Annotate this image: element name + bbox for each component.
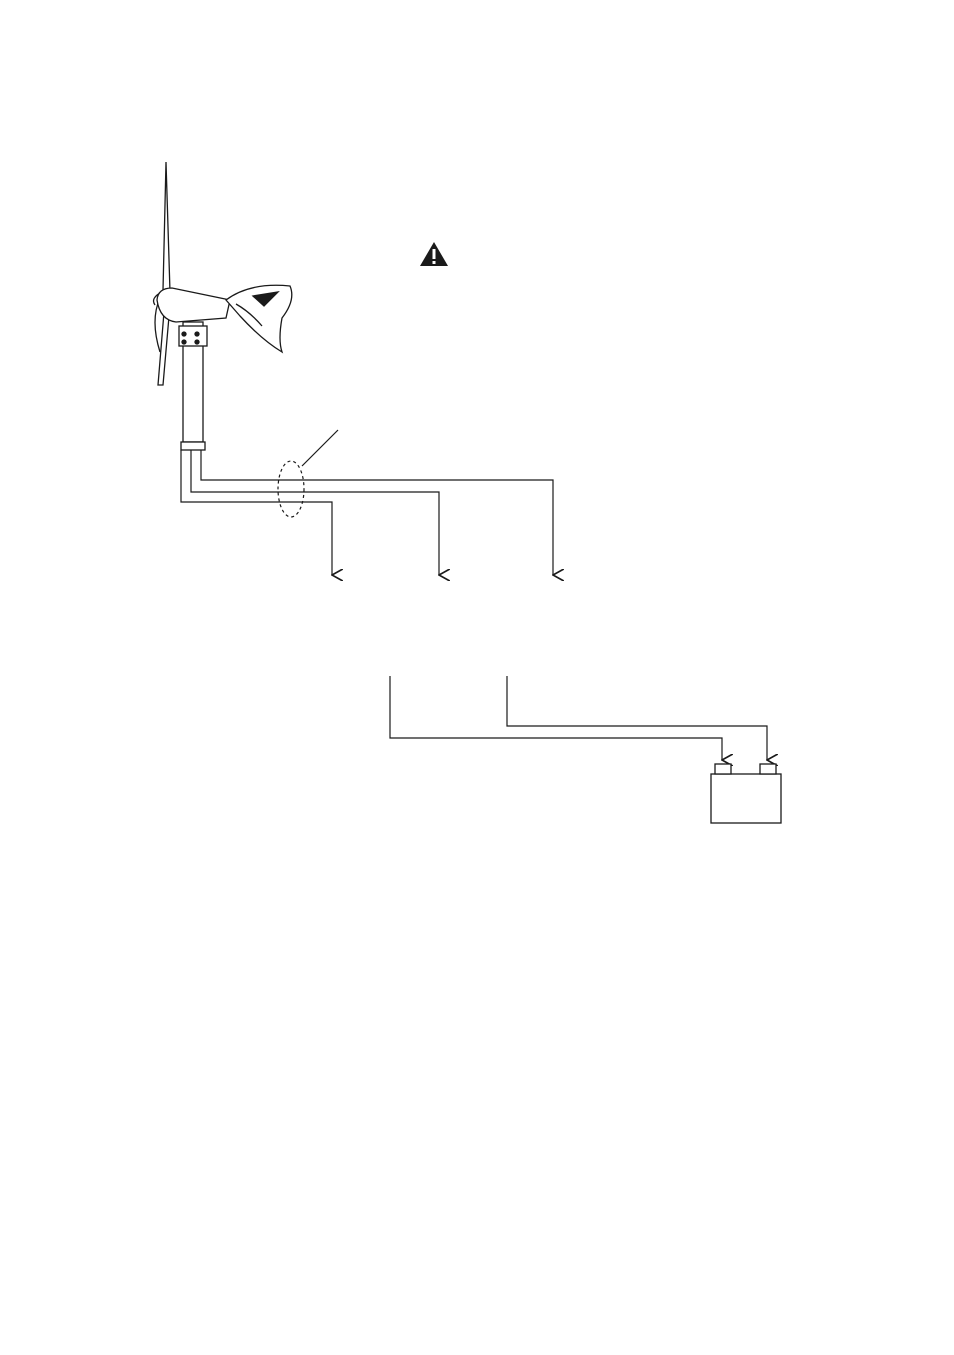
battery [711, 764, 781, 823]
warning-label [420, 242, 448, 266]
turbine-wires [181, 450, 553, 575]
wind-turbine [154, 162, 292, 450]
cable-bundle [278, 430, 338, 517]
battery-wires [390, 676, 767, 760]
warning-triangle-icon [420, 242, 448, 266]
